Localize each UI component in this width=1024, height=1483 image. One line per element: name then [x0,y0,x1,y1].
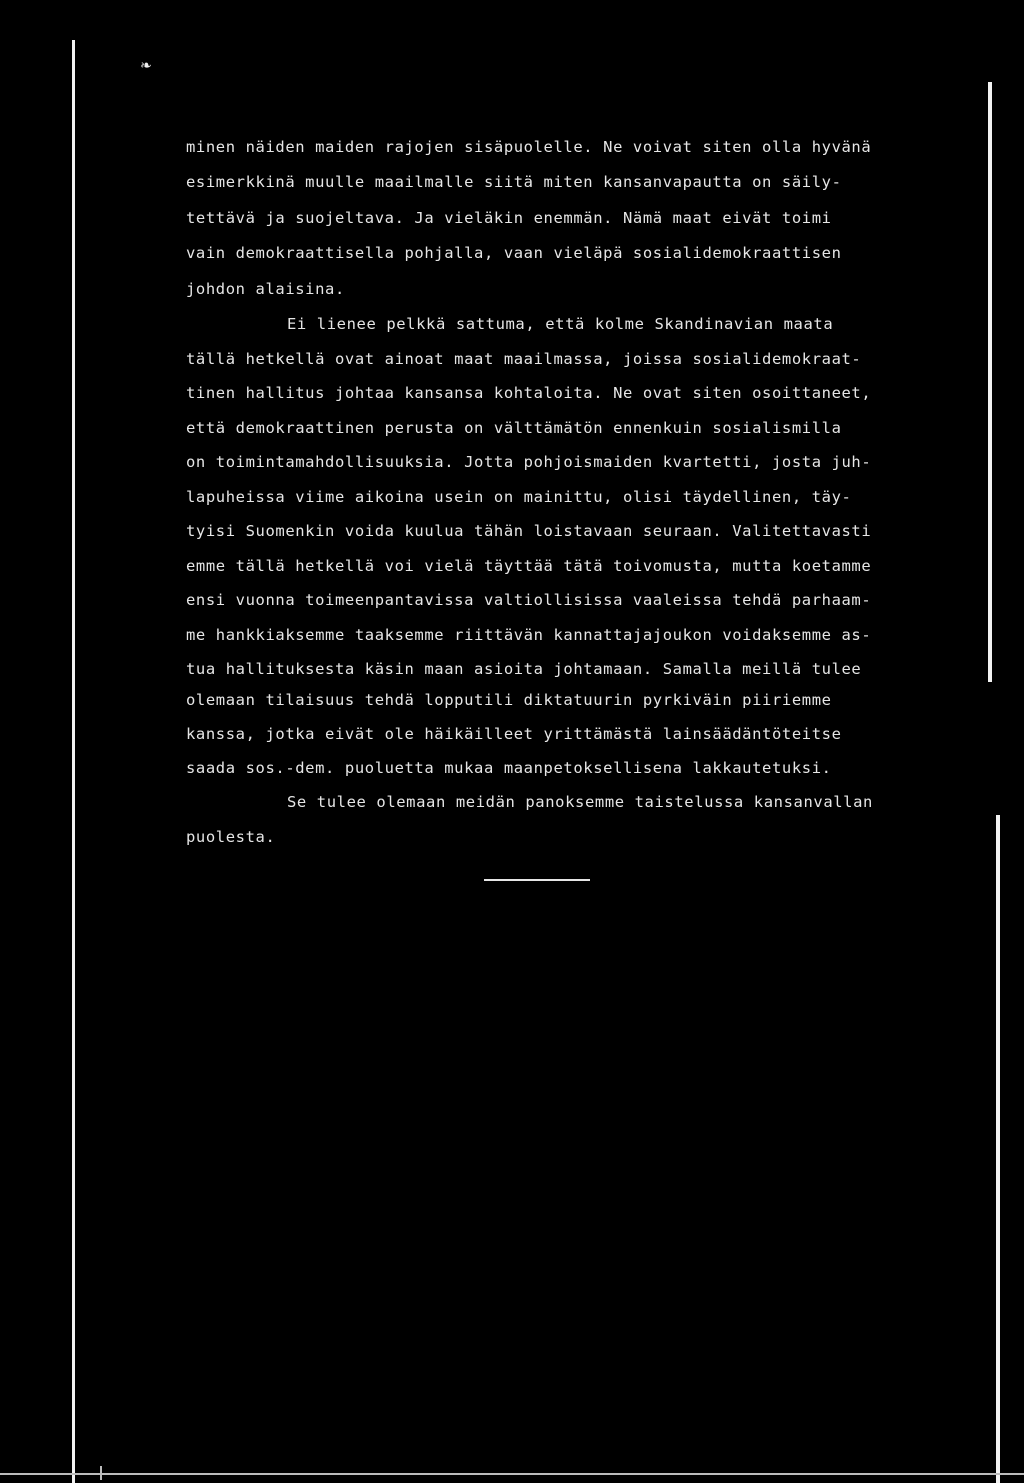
text-line: on toimintamahdollisuuksia. Jotta pohjoismaiden kvartetti, josta juh- [186,453,872,471]
text-line: me hankkiaksemme taaksemme riittävän kannattajajoukon voidaksemme as- [186,626,872,644]
text-line: olemaan tilaisuus tehdä lopputili diktatuurin pyrkiväin piiriemme [186,691,832,709]
text-line: ensi vuonna toimeenpantavissa valtiollisissa vaaleissa tehdä parhaam- [186,591,872,609]
text-line: tyisi Suomenkin voida kuulua tähän loistavaan seuraan. Valitettavasti [186,522,872,540]
scan-edge-bottom [0,1473,1024,1475]
scan-edge-right-lower [996,815,1000,1483]
text-line: minen näiden maiden rajojen sisäpuolelle. Ne voivat siten olla hyvänä [186,138,872,156]
text-line: Se tulee olemaan meidän panoksemme taistelussa kansanvallan [287,793,873,811]
text-line: tällä hetkellä ovat ainoat maat maailmassa, joissa sosialidemokraat- [186,350,862,368]
text-line: tinen hallitus johtaa kansansa kohtaloita. Ne ovat siten osoittaneet, [186,384,872,402]
text-line: saada sos.-dem. puoluetta mukaa maanpetoksellisena lakkautetuksi. [186,759,832,777]
text-line: tua hallituksesta käsin maan asioita johtamaan. Samalla meillä tulee [186,660,862,678]
text-line: esimerkkinä muulle maailmalle siitä miten kansanvapautta on säily- [186,173,842,191]
text-line: että demokraattinen perusta on välttämätön ennenkuin sosialismilla [186,419,842,437]
text-line: puolesta. [186,828,276,846]
text-line: vain demokraattisella pohjalla, vaan vieläpä sosialidemokraattisen [186,244,842,262]
page-mark: ❧ [140,58,152,74]
text-line: emme tällä hetkellä voi vielä täyttää tätä toivomusta, mutta koetamme [186,557,872,575]
text-line: johdon alaisina. [186,280,345,298]
text-line: kanssa, jotka eivät ole häikäilleet yrittämästä lainsäädäntöteitse [186,725,842,743]
text-line: tettävä ja suojeltava. Ja vieläkin enemmän. Nämä maat eivät toimi [186,209,832,227]
text-line: Ei lienee pelkkä sattuma, että kolme Skandinavian maata [287,315,834,333]
scan-edge-right-upper [988,82,992,682]
text-line: lapuheissa viime aikoina usein on mainittu, olisi täydellinen, täy- [186,488,852,506]
scan-edge-left [72,40,75,1483]
scan-edge-bottom-notch [100,1466,102,1480]
closing-rule [484,879,590,881]
